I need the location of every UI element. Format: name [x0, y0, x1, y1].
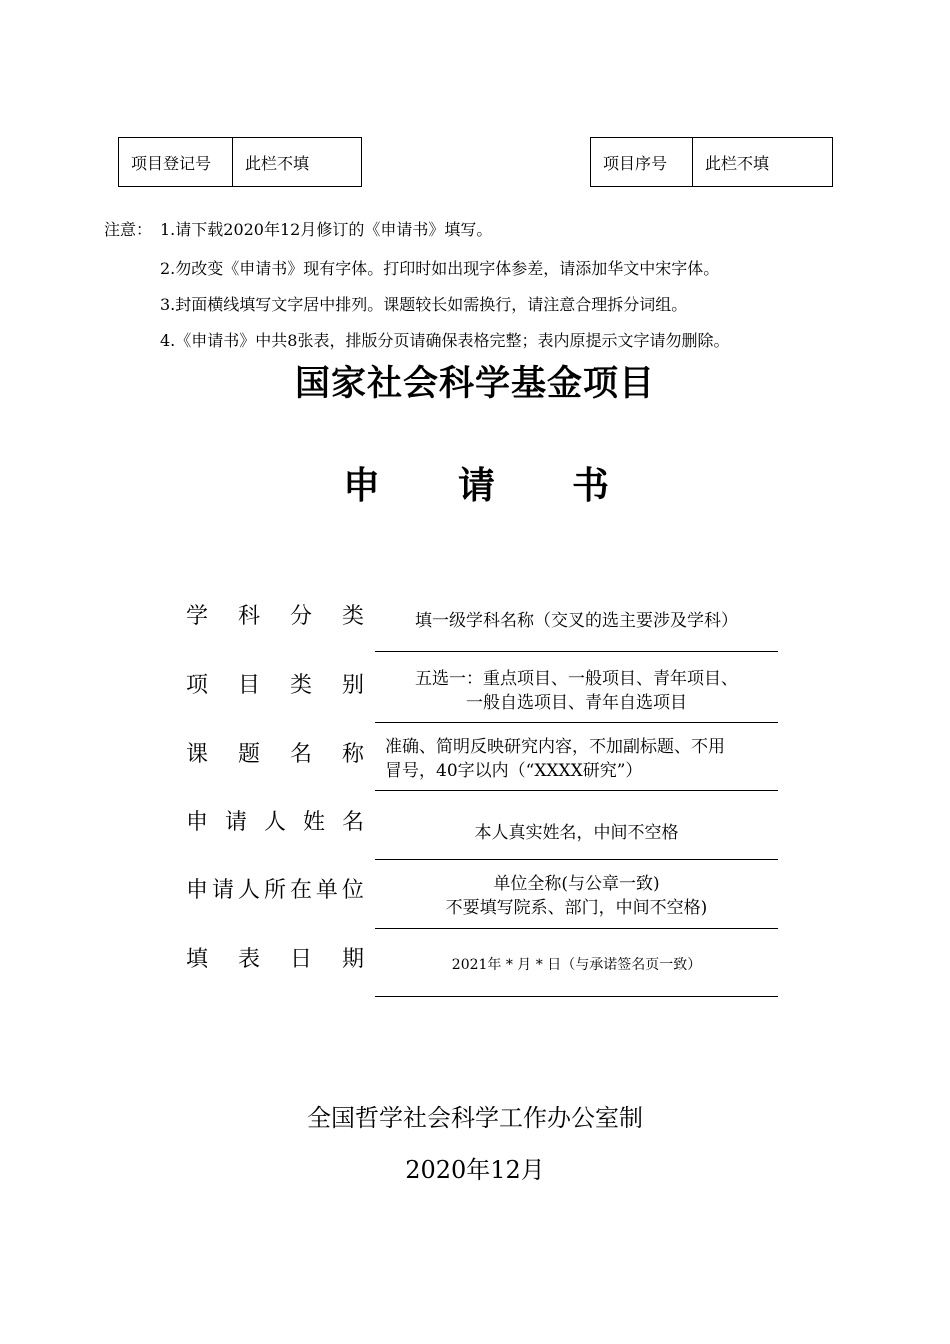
issuing-office: 全国哲学社会科学工作办公室制	[307, 1104, 643, 1132]
field-label: 项 目 类 别	[186, 672, 364, 698]
field-hint: 一般自选项目、青年自选项目	[466, 692, 687, 713]
fill-date-field[interactable]	[375, 933, 778, 997]
document-title: 国家社会科学基金项目	[294, 364, 655, 404]
field-applicant-unit	[186, 864, 778, 929]
field-label: 学 科 分 类	[186, 603, 364, 629]
field-hint: 2021年 * 月 * 日（与承诺签名页一致）	[451, 956, 702, 973]
field-hint: 填一级学科名称（交叉的选主要涉及学科）	[415, 610, 738, 631]
field-hint: 五选一：重点项目、一般项目、青年项目、	[415, 668, 738, 689]
field-topic-name	[186, 728, 778, 791]
project-serial-box	[590, 137, 833, 187]
project-serial-label: 项目序号	[591, 138, 693, 186]
registration-number-label: 项目登记号	[119, 138, 233, 186]
notes-prefix: 注意：	[104, 220, 153, 239]
field-hint: 本人真实姓名，中间不空格	[474, 822, 679, 843]
field-project-type	[186, 659, 778, 723]
field-discipline	[186, 590, 778, 652]
applicant-unit-field[interactable]	[375, 864, 778, 929]
project-type-field[interactable]	[375, 659, 778, 723]
field-hint: 单位全称(与公章一致)	[493, 874, 660, 894]
field-fill-date	[186, 933, 778, 997]
field-label: 申 请 人 姓 名	[186, 809, 364, 835]
field-hint: 准确、简明反映研究内容，不加副标题、不用	[385, 737, 725, 757]
issue-date: 2020年12月	[405, 1156, 545, 1184]
note-item: 4.《申请书》中共8张表，排版分页请确保表格完整；表内原提示文字请勿删除。	[160, 331, 730, 350]
registration-number-value: 此栏不填	[245, 153, 310, 173]
document-subtitle-char: 申	[343, 464, 380, 507]
registration-number-box	[118, 137, 362, 187]
field-hint: 冒号，40字以内（“XXXX研究”）	[385, 761, 643, 781]
field-applicant-name	[186, 796, 778, 860]
discipline-field[interactable]	[375, 590, 778, 652]
field-hint: 不要填写院系、部门，中间不空格)	[445, 898, 708, 918]
field-label: 申 请 人 所 在 单 位	[186, 877, 364, 903]
applicant-name-field[interactable]	[375, 796, 778, 860]
document-subtitle-char: 书	[572, 464, 609, 507]
topic-name-field[interactable]	[375, 728, 778, 791]
document-subtitle-char: 请	[458, 464, 495, 507]
note-item: 3.封面横线填写文字居中排列。课题较长如需换行，请注意合理拆分词组。	[160, 295, 688, 314]
project-serial-value: 此栏不填	[705, 153, 770, 173]
field-label: 课 题 名 称	[186, 741, 364, 767]
note-item: 2.勿改变《申请书》现有字体。打印时如出现字体参差，请添加华文中宋字体。	[160, 259, 720, 278]
field-label: 填 表 日 期	[186, 946, 364, 972]
note-item: 1.请下载2020年12月修订的《申请书》填写。	[160, 220, 493, 239]
